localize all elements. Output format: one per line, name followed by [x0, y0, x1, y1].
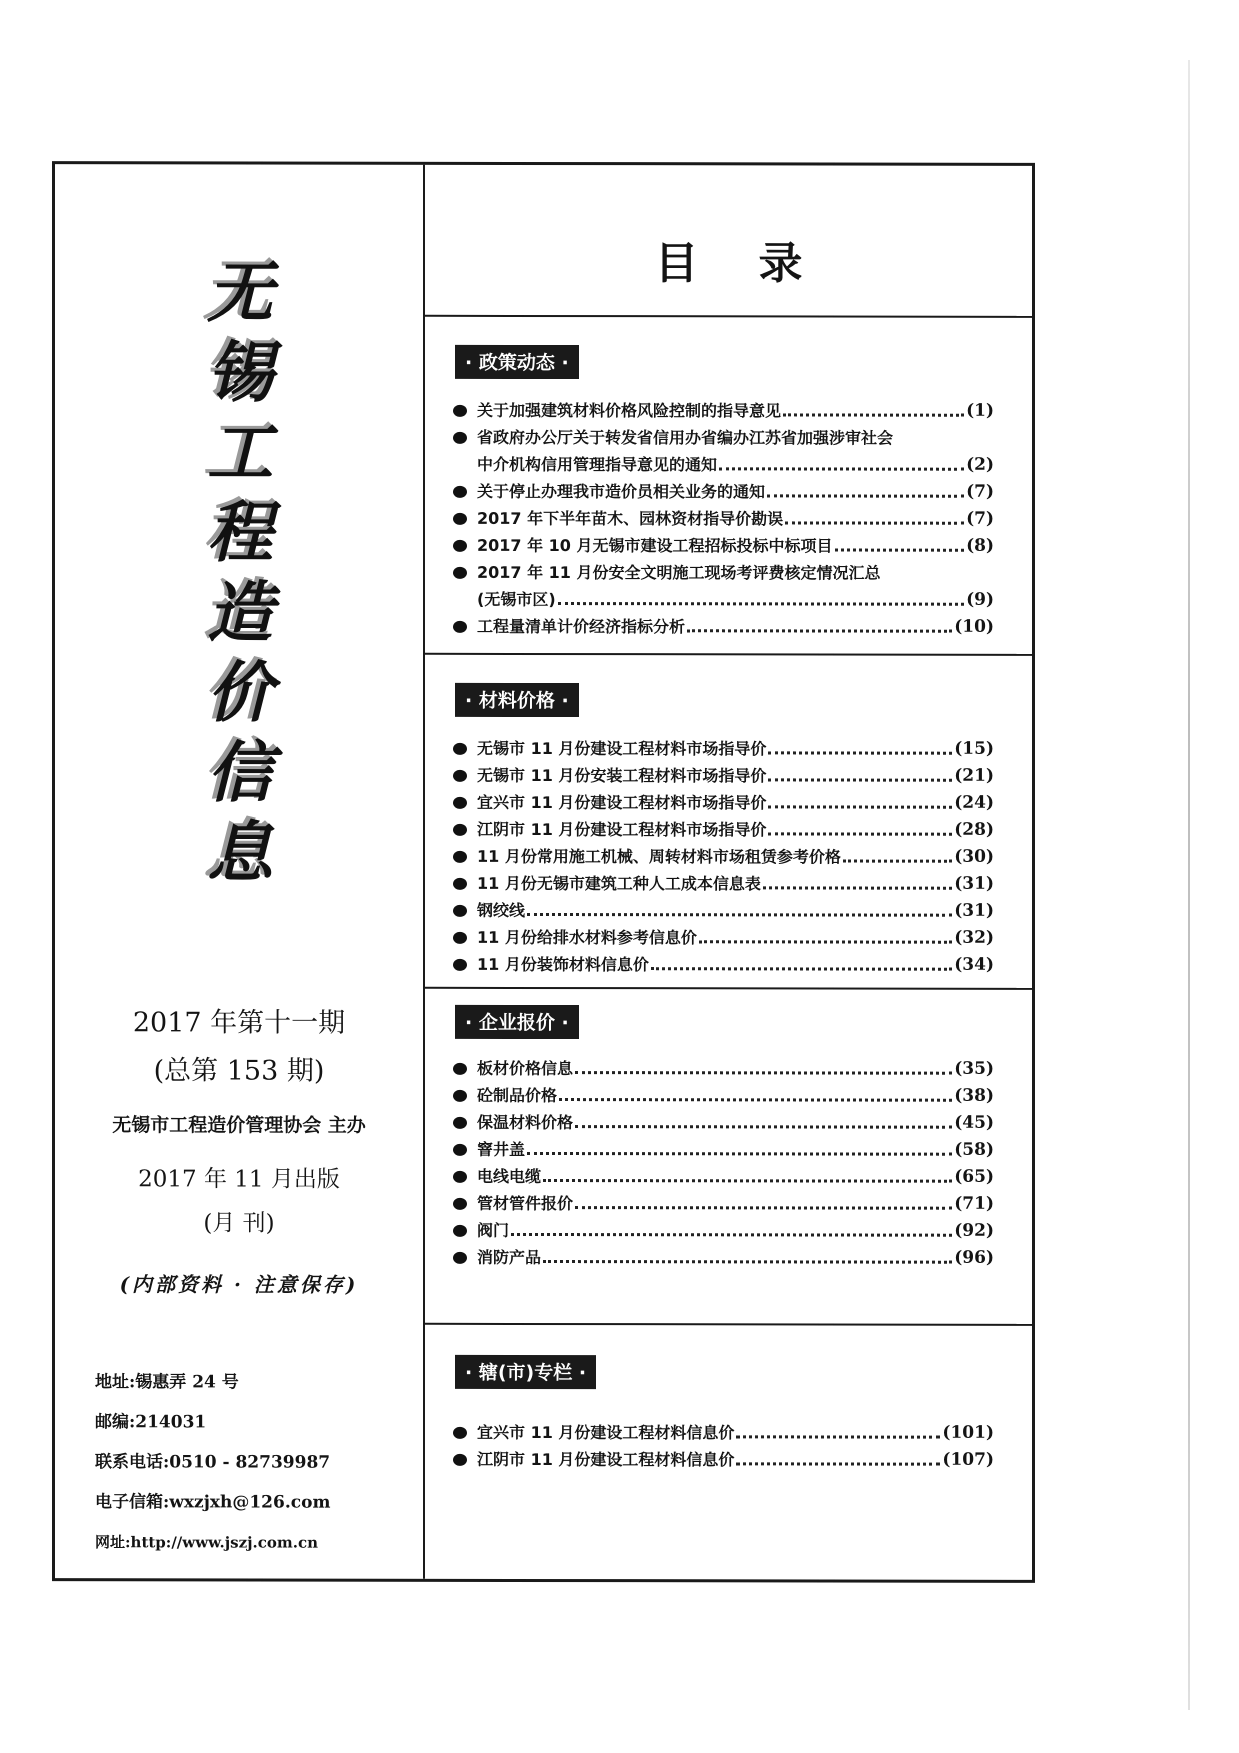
- bullet-icon: [453, 796, 467, 808]
- toc-entry[interactable]: 11 月份给排水材料参考信息价 (32): [453, 924, 994, 952]
- toc-entry[interactable]: 钢绞线 (31): [453, 897, 994, 925]
- sponsor: 无锡市工程造价管理协会 主办: [112, 1114, 366, 1137]
- toc-entry[interactable]: 电线电缆 (65): [453, 1163, 994, 1191]
- table-of-contents: [425, 165, 1032, 1580]
- bullet-icon: [453, 1224, 467, 1236]
- leader-dots: [768, 832, 952, 835]
- leader-dots: [575, 1125, 952, 1129]
- leader-dots: [511, 1233, 952, 1237]
- bullet-icon: [453, 1143, 467, 1155]
- journal-title: [195, 252, 285, 892]
- toc-entry-continuation[interactable]: 中介机构信用管理指导意见的通知 (2): [477, 454, 994, 475]
- title-char: 锡: [207, 333, 273, 412]
- bullet-icon: [453, 1426, 467, 1438]
- toc-section-policy: [425, 315, 1032, 656]
- leader-dots: [559, 1098, 952, 1102]
- leader-dots: [527, 913, 952, 917]
- bullet-icon: [453, 431, 467, 443]
- toc-entry[interactable]: 11 月份装饰材料信息价 (34): [453, 951, 994, 979]
- section-tag: · 政策动态 ·: [455, 345, 579, 379]
- toc-header: [425, 165, 1032, 318]
- leader-dots: [699, 940, 952, 943]
- page-edge: [1188, 60, 1190, 1710]
- toc-section-enterprise-quotes: [425, 987, 1032, 1326]
- bullet-icon: [453, 1062, 467, 1074]
- leader-dots: [575, 1071, 952, 1075]
- bullet-icon: [453, 512, 467, 524]
- bullet-icon: [453, 769, 467, 781]
- toc-entry[interactable]: 保温材料价格 (45): [453, 1109, 994, 1137]
- toc-entry[interactable]: 11 月份无锡市建筑工种人工成本信息表 (31): [453, 870, 994, 898]
- bullet-icon: [453, 1116, 467, 1128]
- title-char: 价: [207, 653, 273, 732]
- issue-number: 2017 年第十一期: [132, 1007, 346, 1039]
- bullet-icon: [453, 958, 467, 970]
- title-char: 信: [207, 733, 273, 812]
- leader-dots: [768, 805, 952, 808]
- bullet-icon: [453, 404, 467, 416]
- section-tag: · 辖(市)专栏 ·: [455, 1355, 596, 1389]
- leader-dots: [543, 1179, 952, 1183]
- leader-dots: [687, 629, 952, 632]
- publish-date: 2017 年 11 月出版: [138, 1166, 340, 1193]
- toc-section-material-prices: [425, 653, 1032, 990]
- section-tag: · 企业报价 ·: [455, 1005, 579, 1039]
- phone: 联系电话:0510 - 82739987: [95, 1452, 331, 1473]
- contact-info: [95, 1362, 330, 1562]
- toc-items: [453, 1419, 994, 1474]
- bullet-icon: [453, 1089, 467, 1101]
- leader-dots: [575, 1206, 952, 1210]
- leader-dots: [768, 778, 952, 781]
- toc-entry-continuation[interactable]: (无锡市区) (9): [477, 589, 994, 610]
- internal-notice: (内部资料 · 注意保存): [119, 1272, 359, 1297]
- bullet-icon: [453, 1453, 467, 1465]
- email: 电子信箱:wxzjxh@126.com: [95, 1492, 331, 1513]
- leader-dots: [558, 602, 964, 606]
- leader-dots: [768, 751, 952, 754]
- leader-dots: [527, 1152, 952, 1156]
- title-char: 工: [207, 413, 273, 492]
- cover-frame: [52, 161, 1035, 1583]
- leader-dots: [651, 967, 952, 971]
- bullet-icon: [453, 850, 467, 862]
- toc-entry[interactable]: 工程量清单计价经济指标分析 (10): [453, 613, 994, 641]
- toc-section-county-column: [425, 1323, 1032, 1586]
- postcode: 邮编:214031: [95, 1412, 207, 1433]
- toc-entry[interactable]: 11 月份常用施工机械、周转材料市场租赁参考价格 (30): [453, 843, 994, 871]
- title-char: 无: [207, 253, 273, 332]
- leader-dots: [719, 467, 964, 470]
- bullet-icon: [453, 485, 467, 497]
- section-tag: · 材料价格 ·: [455, 683, 579, 717]
- bullet-icon: [453, 877, 467, 889]
- toc-items: [453, 397, 994, 641]
- bullet-icon: [453, 1170, 467, 1182]
- toc-entry[interactable]: 消防产品 (96): [453, 1244, 994, 1272]
- bullet-icon: [453, 1251, 467, 1263]
- leader-dots: [843, 860, 952, 863]
- bullet-icon: [453, 539, 467, 551]
- total-issue: (总第 153 期): [153, 1055, 325, 1087]
- toc-entry[interactable]: 无锡市 11 月份安装工程材料市场指导价 (21): [453, 762, 994, 790]
- title-char: 息: [207, 813, 273, 892]
- toc-entry[interactable]: 江阴市 11 月份建设工程材料市场指导价 (28): [453, 816, 994, 844]
- frequency: (月 刊): [203, 1210, 275, 1237]
- toc-entry[interactable]: 管材管件报价 (71): [453, 1190, 994, 1218]
- bullet-icon: [453, 620, 467, 632]
- leader-dots: [767, 494, 964, 497]
- toc-entry[interactable]: 关于加强建筑材料价格风险控制的指导意见 (1): [453, 397, 994, 425]
- toc-entry[interactable]: 2017 年 10 月无锡市建设工程招标投标中标项目 (8): [453, 532, 994, 560]
- leader-dots: [785, 521, 964, 524]
- toc-entry[interactable]: 板材价格信息 (35): [453, 1055, 994, 1083]
- toc-entry[interactable]: 江阴市 11 月份建设工程材料信息价 (107): [453, 1446, 994, 1474]
- leader-dots: [835, 549, 965, 552]
- bullet-icon: [453, 823, 467, 835]
- toc-entry[interactable]: 2017 年 11 月份安全文明施工现场考评费核定情况汇总: [453, 559, 994, 587]
- toc-entry[interactable]: 无锡市 11 月份建设工程材料市场指导价 (15): [453, 735, 994, 763]
- bullet-icon: [453, 742, 467, 754]
- address: 地址:锡惠弄 24 号: [95, 1372, 239, 1393]
- toc-items: [453, 1055, 994, 1272]
- website: 网址:http://www.jszj.com.cn: [95, 1533, 319, 1552]
- leader-dots: [763, 886, 952, 889]
- leader-dots: [736, 1435, 940, 1438]
- title-char: 程: [207, 493, 273, 572]
- leader-dots: [736, 1462, 940, 1465]
- cover-left-column: [55, 164, 425, 1579]
- title-char: 造: [207, 573, 273, 652]
- toc-items: [453, 735, 994, 979]
- leader-dots: [543, 1260, 952, 1264]
- bullet-icon: [453, 1197, 467, 1209]
- bullet-icon: [453, 566, 467, 578]
- bullet-icon: [453, 931, 467, 943]
- toc-title: 目录: [654, 238, 863, 290]
- toc-entry[interactable]: 关于停止办理我市造价员相关业务的通知 (7): [453, 478, 994, 506]
- toc-entry[interactable]: 2017 年下半年苗木、园林资材指导价勘误 (7): [453, 505, 994, 533]
- bullet-icon: [453, 904, 467, 916]
- toc-entry[interactable]: 砼制品价格 (38): [453, 1082, 994, 1110]
- toc-entry[interactable]: 宜兴市 11 月份建设工程材料市场指导价 (24): [453, 789, 994, 817]
- toc-entry[interactable]: 宜兴市 11 月份建设工程材料信息价 (101): [453, 1419, 994, 1447]
- toc-entry[interactable]: 窨井盖 (58): [453, 1136, 994, 1164]
- toc-entry[interactable]: 省政府办公厅关于转发省信用办省编办江苏省加强涉审社会: [453, 424, 994, 452]
- toc-entry[interactable]: 阀门 (92): [453, 1217, 994, 1245]
- leader-dots: [783, 413, 964, 416]
